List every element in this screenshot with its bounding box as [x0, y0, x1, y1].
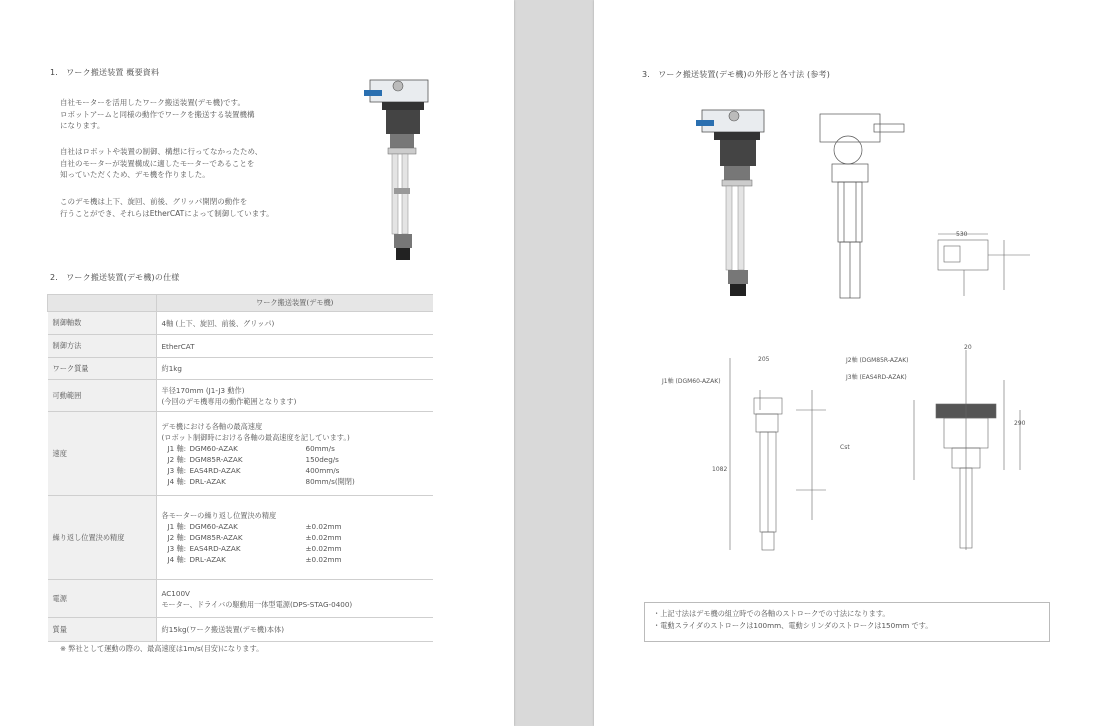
value-line: EtherCAT: [161, 341, 195, 351]
note-line: ・電動スライダのストロークは100mm、電動シリンダのストロークは150mm です。: [653, 621, 933, 630]
device-line-view: [812, 106, 908, 306]
value-line: 各モーターの繰り返し位置決め精度: [161, 511, 277, 520]
table-row: [48, 580, 434, 618]
table-row: [48, 312, 434, 335]
dimension-notes: [644, 602, 1050, 642]
table-footnote: ※ 弊社として運動の際の、最高速度は1m/s(目安)になります。: [60, 644, 264, 653]
text-line: 自社のモーターが装置構成に適したモーターであることを: [60, 158, 255, 168]
table-row: [48, 496, 434, 580]
text-line: ロボットアームと同様の動作でワークを搬送する装置機構: [60, 109, 255, 119]
text-line: 自社モーターを活用したワーク搬送装置(デモ機)です。: [60, 98, 245, 107]
header-blank-cell: [48, 295, 157, 312]
table-row: [48, 335, 434, 358]
row-label: ワーク質量: [48, 358, 157, 380]
value-line: 半径170mm (J1-J3 動作): [161, 385, 245, 395]
row-value: [156, 580, 433, 618]
text-line: このデモ機は上下、旋回、前後、グリッパ開閉の動作を: [60, 197, 248, 206]
section1-title: 1. ワーク搬送装置 概要資料: [50, 68, 160, 77]
dimension-label: 290: [1014, 420, 1026, 427]
dimension-label: J2軸 (DGM85R-AZAK): [846, 357, 909, 364]
axis-line: J3 軸: EAS4RD-AZAK ±0.02mm: [167, 544, 342, 553]
axis-line: J4 軸: DRL-AZAK ±0.02mm: [167, 555, 342, 564]
intro-paragraph-3: [60, 196, 274, 219]
table-row: [48, 358, 434, 380]
document-page-left: [0, 0, 514, 726]
row-label: 制御軸数: [48, 312, 157, 335]
row-value: [156, 358, 433, 380]
value-line: 約1kg: [161, 364, 182, 373]
dimension-label: Cst: [840, 444, 850, 451]
text-line: 行うことができ、それらはEtherCATによって制御しています。: [60, 208, 274, 218]
row-value: [156, 618, 433, 642]
section2-title: 2. ワーク搬送装置(デモ機)の仕様: [50, 273, 180, 282]
spec-table: [47, 294, 433, 642]
row-label: 繰り返し位置決め精度: [48, 496, 157, 580]
text-line: 知っていただくため、デモ機を作りました。: [60, 170, 210, 179]
row-label: 制御方法: [48, 335, 157, 358]
device-illustration: [362, 68, 442, 264]
device-3d-view: [696, 100, 776, 300]
value-line: (ロボット制御時における各軸の最高速度を記しています。): [161, 432, 350, 442]
axis-line: J3 軸: EAS4RD-AZAK 400mm/s: [167, 465, 340, 475]
value-line: デモ機における各軸の最高速度: [161, 421, 263, 431]
row-label: 電源: [48, 580, 157, 618]
value-line: (今回のデモ機専用の動作範囲となります): [161, 396, 297, 406]
text-line: になります。: [60, 121, 105, 130]
section3-title: 3. ワーク搬送装置(デモ機)の外形と各寸法 (参考): [642, 70, 831, 79]
axis-line: J2 軸: DGM85R-AZAK ±0.02mm: [167, 533, 342, 542]
axis-line: J2 軸: DGM85R-AZAK 150deg/s: [167, 454, 339, 464]
row-label: 可動範囲: [48, 380, 157, 412]
dimension-label: 1082: [712, 466, 728, 473]
row-value: [156, 335, 433, 358]
row-value: [156, 380, 433, 412]
table-header-row: [48, 295, 434, 312]
table-row: [48, 380, 434, 412]
dimension-label: 530: [956, 231, 968, 238]
header-cell: ワーク搬送装置(デモ機): [156, 295, 433, 312]
row-label: 速度: [48, 412, 157, 496]
row-value: [156, 312, 433, 335]
dimension-label: 205: [758, 356, 770, 363]
value-line: モーター、ドライバの駆動用一体型電源(DPS-STAG-0400): [161, 599, 353, 609]
top-view-drawing: [934, 230, 1034, 300]
dimension-label: 20: [964, 344, 972, 351]
dimension-label: J1軸 (DGM60-AZAK): [662, 378, 721, 385]
value-line: 4軸 (上下、旋回、前後、グリッパ): [161, 318, 275, 328]
note-line: ・上記寸法はデモ機の組立時での各軸のストロークでの寸法になります。: [653, 609, 890, 618]
front-view-drawing: [716, 350, 836, 560]
table-row: [48, 412, 434, 496]
value-line: 約15kg(ワーク搬送装置(デモ機)本体): [161, 625, 285, 634]
dimension-label: J3軸 (EAS4RD-AZAK): [846, 374, 907, 381]
value-line: AC100V: [161, 588, 190, 598]
intro-paragraph: [60, 97, 255, 132]
row-label: 質量: [48, 618, 157, 642]
table-row: [48, 618, 434, 642]
text-line: 自社はロボットや装置の制御、構想に行ってなかったため、: [60, 147, 263, 156]
axis-line: J4 軸: DRL-AZAK 80mm/s(開閉): [167, 476, 355, 486]
row-value: [156, 412, 433, 496]
row-value: [156, 496, 433, 580]
side-view-drawing: [904, 340, 1034, 560]
intro-paragraph-2: [60, 146, 262, 181]
axis-line: J1 軸: DGM60-AZAK ±0.02mm: [167, 522, 342, 531]
axis-line: J1 軸: DGM60-AZAK 60mm/s: [167, 443, 335, 453]
